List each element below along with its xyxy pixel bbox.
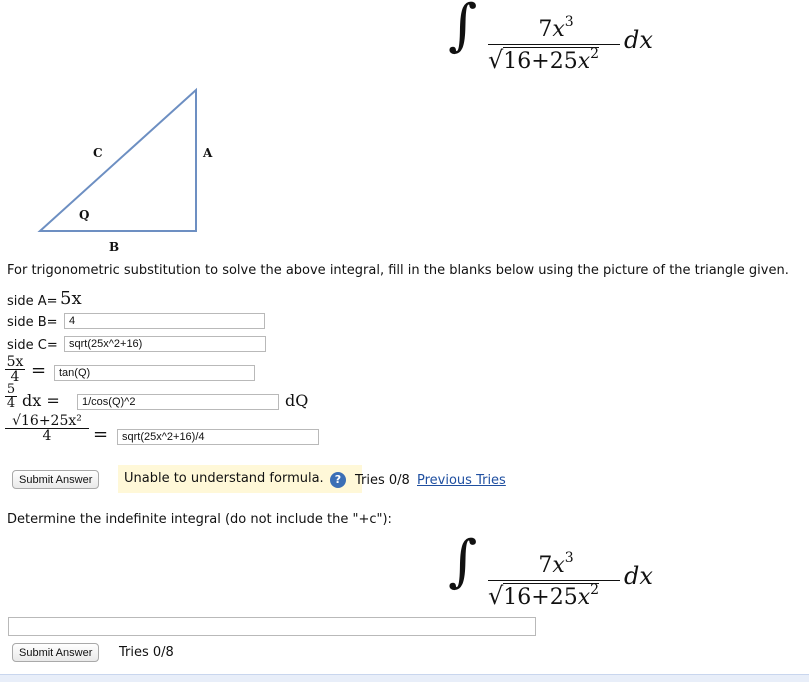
integral-display-top bbox=[448, 0, 678, 74]
triangle-label-c: C bbox=[93, 146, 103, 160]
indefinite-integral-input[interactable] bbox=[8, 617, 536, 636]
tan-fraction: $\frac{5x}{4}$ bbox=[6, 354, 24, 385]
previous-tries-link[interactable]: Previous Tries bbox=[417, 473, 506, 488]
side-c-label: side C= bbox=[7, 338, 58, 353]
integral-differential: dx bbox=[624, 562, 653, 590]
dx-input[interactable] bbox=[77, 394, 279, 410]
tan-equals: = bbox=[31, 360, 47, 381]
integral-sign: ∫ bbox=[448, 529, 478, 594]
integral-numerator: $7x^3$ bbox=[538, 14, 574, 42]
submit-answer-button-2[interactable]: Submit Answer bbox=[12, 643, 99, 662]
dq-label: dQ bbox=[285, 391, 309, 410]
instructions-text: For trigonometric substitution to solve the above integral, fill in the blanks below using the picture of the triangle given. bbox=[7, 263, 789, 278]
integral-denominator: $√16+25x^2$ bbox=[488, 46, 600, 74]
integral-denominator: $√16+25x^2$ bbox=[488, 582, 600, 610]
dx-label: dx = bbox=[22, 391, 60, 410]
tan-input[interactable] bbox=[54, 365, 255, 381]
side-a-value: 5x bbox=[60, 288, 82, 309]
integral-display-bottom bbox=[448, 529, 678, 610]
triangle-label-a: A bbox=[203, 146, 213, 160]
triangle-label-q: Q bbox=[79, 208, 90, 222]
integral-numerator: $7x^3$ bbox=[538, 550, 574, 578]
side-c-input[interactable] bbox=[64, 336, 266, 352]
submit-answer-button-1[interactable]: Submit Answer bbox=[12, 470, 99, 489]
sec-fraction: $\frac{\text{√16+25x²}}{4}$ bbox=[5, 414, 89, 443]
triangle-diagram bbox=[36, 86, 206, 236]
error-message: Unable to understand formula. bbox=[118, 465, 362, 493]
triangle-label-b: B bbox=[109, 240, 120, 254]
side-a-label: side A= bbox=[7, 294, 58, 309]
integral-differential: dx bbox=[624, 26, 653, 54]
side-b-input[interactable] bbox=[64, 313, 265, 329]
indefinite-integral-prompt: Determine the indefinite integral (do not include the "+c"): bbox=[7, 512, 392, 527]
tries-counter-1: Tries 0/8 bbox=[355, 473, 410, 488]
tries-counter-2: Tries 0/8 bbox=[119, 645, 174, 660]
sec-equals: = bbox=[93, 424, 109, 445]
sec-input[interactable] bbox=[117, 429, 319, 445]
help-icon[interactable]: ? bbox=[330, 472, 346, 488]
dx-fraction: $\frac{5}{4}$ bbox=[6, 382, 16, 411]
side-b-label: side B= bbox=[7, 315, 58, 330]
integral-sign: ∫ bbox=[448, 0, 478, 58]
